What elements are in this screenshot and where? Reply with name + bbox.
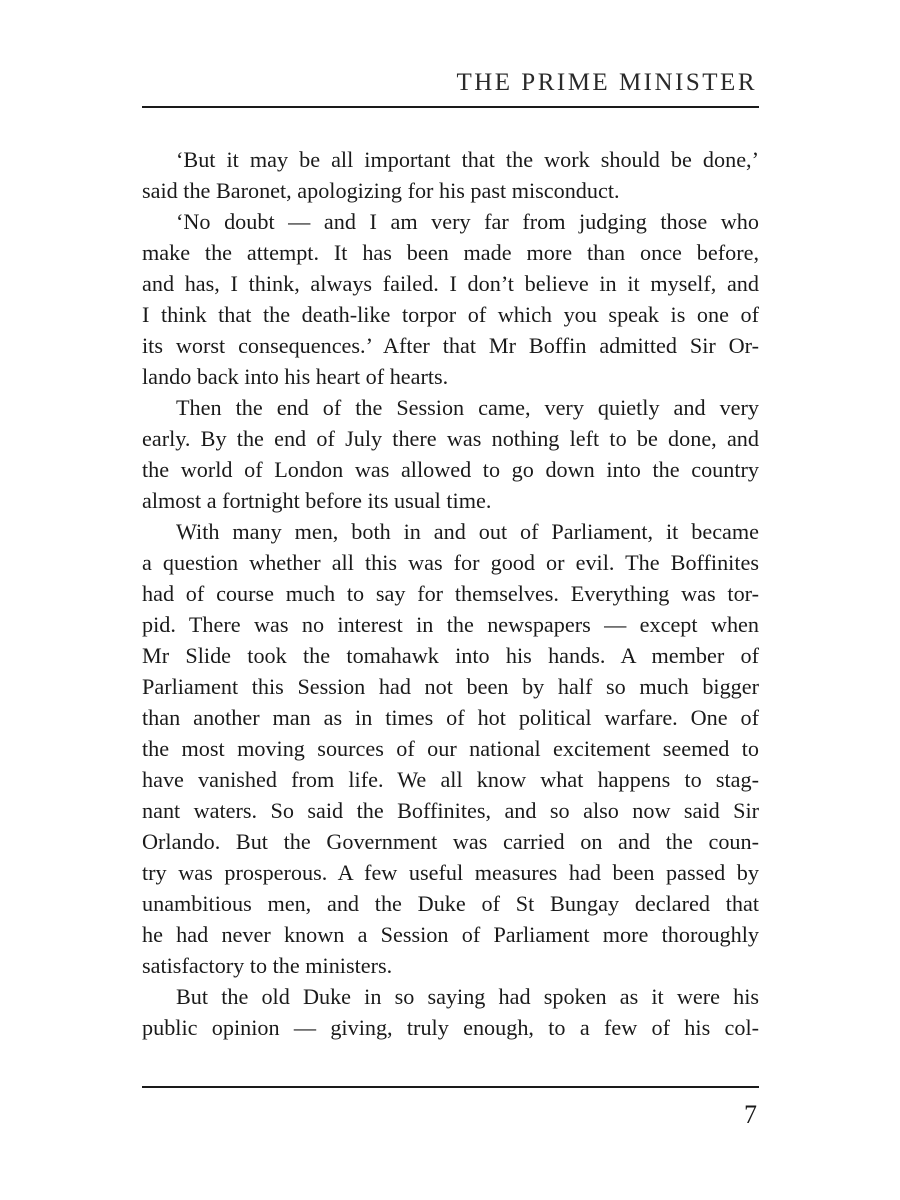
text-line: had of course much to say for themselves. Everything was tor- [142,581,759,606]
text-line: ‘But it may be all important that the work should be done,’ [176,147,759,172]
text-line: the most moving sources of our national excitement seemed to [142,736,759,761]
text-line: early. By the end of July there was nothing left to be done, and [142,426,759,451]
text-line: its worst consequences.’ After that Mr Boffin admitted Sir Or- [142,333,759,358]
text-line: try was prosperous. A few useful measures had been passed by [142,860,759,885]
text-line: make the attempt. It has been made more than once before, [142,240,759,265]
body-text [142,144,759,1043]
header-rule [142,106,759,108]
text-line: unambitious men, and the Duke of St Bungay declared that [142,891,759,916]
text-line: than another man as in times of hot political warfare. One of [142,705,759,730]
running-head: THE PRIME MINISTER [456,69,757,96]
text-line: Orlando. But the Government was carried on and the coun- [142,829,759,854]
text-line: pid. There was no interest in the newspapers — except when [142,612,759,637]
text-line: a question whether all this was for good or evil. The Boffinites [142,550,759,575]
text-line: nant waters. So said the Boffinites, and so also now said Sir [142,798,759,823]
text-line: Then the end of the Session came, very quietly and very [176,395,759,420]
footer-rule [142,1086,759,1088]
text-line: Parliament this Session had not been by half so much bigger [142,674,759,699]
text-line: With many men, both in and out of Parliament, it became [176,519,759,544]
text-line: said the Baronet, apologizing for his past misconduct. [142,178,620,203]
text-line: the world of London was allowed to go down into the country [142,457,759,482]
text-line: and has, I think, always failed. I don’t believe in it myself, and [142,271,759,296]
text-line: lando back into his heart of hearts. [142,364,449,389]
page-number: 7 [744,1100,757,1129]
text-line: Mr Slide took the tomahawk into his hands. A member of [142,643,759,668]
text-line: have vanished from life. We all know what happens to stag- [142,767,759,792]
text-line: satisfactory to the ministers. [142,953,393,978]
text-line: But the old Duke in so saying had spoken as it were his [176,984,759,1009]
text-line: ‘No doubt — and I am very far from judging those who [176,209,759,234]
text-line: he had never known a Session of Parliament more thoroughly [142,922,759,947]
text-line: I think that the death-like torpor of which you speak is one of [142,302,759,327]
text-line: public opinion — giving, truly enough, to a few of his col- [142,1015,759,1040]
text-line: almost a fortnight before its usual time. [142,488,492,513]
